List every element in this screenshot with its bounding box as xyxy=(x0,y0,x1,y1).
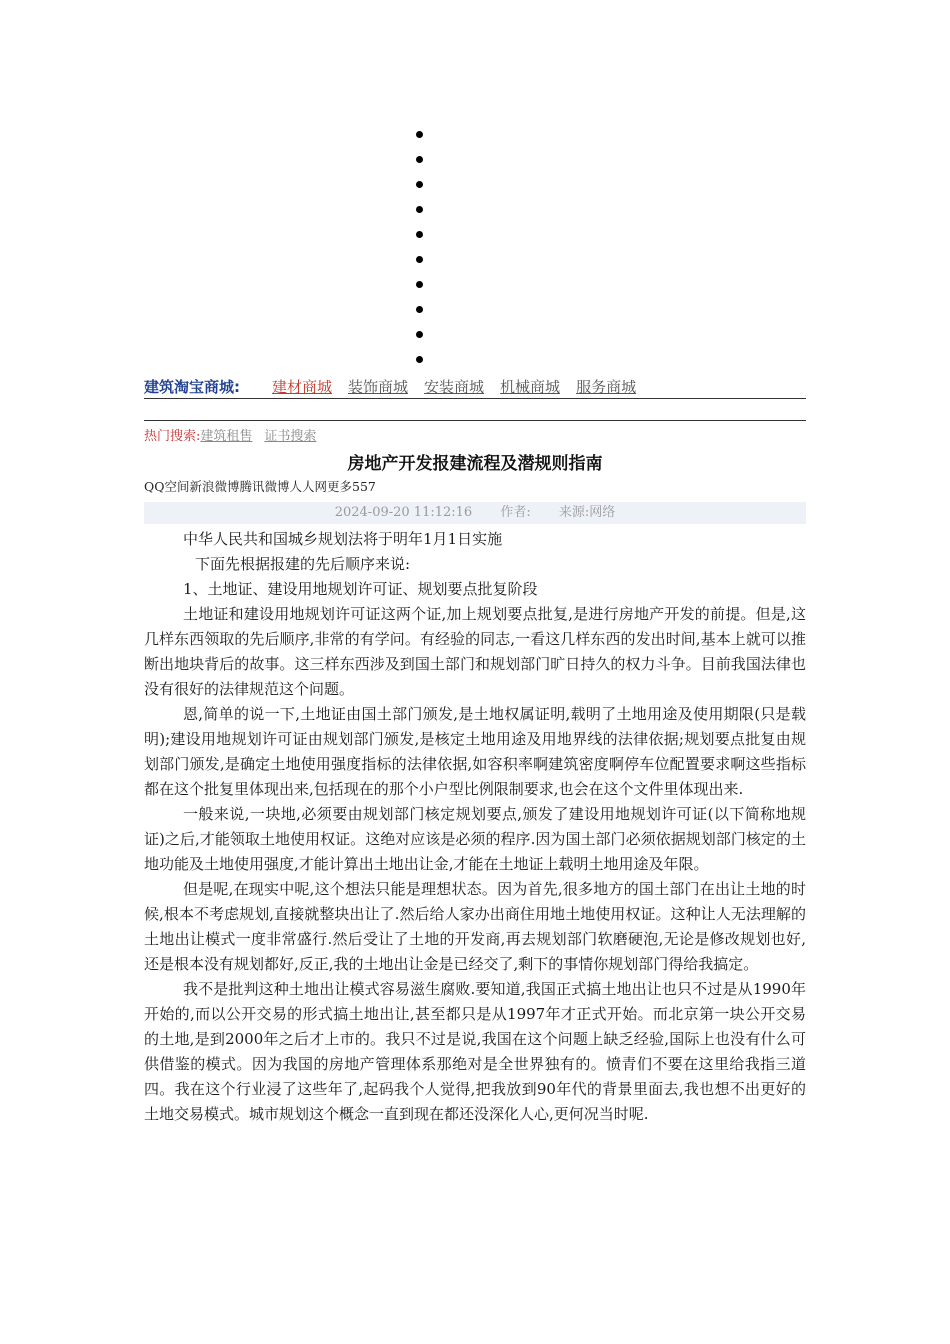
mall-link-decoration[interactable]: 装饰商城 xyxy=(348,377,409,396)
article-paragraph: 土地证和建设用地规划许可证这两个证,加上规划要点批复,是进行房地产开发的前提。但是,这几样东西领取的先后顺序,非常的有学问。有经验的同志,一看这几样东西的发出时间,基本上就可以推断出地块背后的故事。这三样东西涉及到国土部门和规划部门旷日持久的权力斗争。目前我国法律也没有很好的法律规范这个问题。 xyxy=(144,605,806,698)
article-paragraph: 恩,简单的说一下,土地证由国土部门颁发,是土地权属证明,载明了土地用途及使用期限(只是载明);建设用地规划许可证由规划部门颁发,是核定土地用途及用地界线的法律依据;规划要点批复由规划部门颁发,是确定土地使用强度指标的法律依据,如容积率啊建筑密度啊停车位配置要求啊这些指标都在这个批复里体现出来,包括现在的那个小户型比例限制要求,也会在这个文件里体现出来. xyxy=(144,705,806,798)
article-paragraph: 一般来说,一块地,必须要由规划部门核定规划要点,颁发了建设用地规划许可证(以下简称地规证)之后,才能领取土地使用权证。这绝对应该是必须的程序.因为国土部门必须依据规划部门核定的土地功能及土地使用强度,才能计算出土地出让金,才能在土地证上载明土地用途及年限。 xyxy=(144,805,806,873)
divider xyxy=(144,398,806,399)
hot-search-label: 热门搜索: xyxy=(144,429,201,444)
article-paragraph: 但是呢,在现实中呢,这个想法只能是理想状态。因为首先,很多地方的国土部门在出让土地的时候,根本不考虑规划,直接就整块出让了.然后给人家办出商住用地土地使用权证。这种让人无法理解的土地出让模式一度非常盛行.然后受让了土地的开发商,再去规划部门软磨硬泡,无论是修改规划也好,还是根本没有规划都好,反正,我的土地出让金是已经交了,剩下的事情你规划部门得给我搞定。 xyxy=(144,880,806,973)
mall-link-services[interactable]: 服务商城 xyxy=(576,377,637,396)
article-author: 作者: xyxy=(500,505,531,520)
mall-link-machinery[interactable]: 机械商城 xyxy=(500,377,561,396)
mall-link-building-materials[interactable]: 建材商城 xyxy=(272,377,333,396)
mall-nav xyxy=(144,374,806,398)
article-paragraph: 我不是批判这种土地出让模式容易滋生腐败.要知道,我国正式搞土地出让也只不过是从1990年开始的,而以公开交易的形式搞土地出让,甚至都只是从1997年才正式开始。而北京第一块公开交易的土地,是到2000年之后才上市的。我只不过是说,我国在这个问题上缺乏经验,国际上也没有什么可供借鉴的模式。因为我国的房地产管理体系那绝对是全世界独有的。愤青们不要在这里给我指三道四。我在这个行业浸了这些年了,起码我个人觉得,把我放到90年代的背景里面去,我也想不出更好的土地交易模式。城市规划这个概念一直到现在都还没深化人心,更何况当时呢. xyxy=(144,980,806,1123)
article-content xyxy=(144,527,806,1127)
mall-link-installation[interactable]: 安装商城 xyxy=(424,377,485,396)
article-paragraph: 1、土地证、建设用地规划许可证、规划要点批复阶段 xyxy=(183,580,538,598)
hot-search xyxy=(144,427,806,447)
hot-search-link-certificate[interactable]: 证书搜索 xyxy=(264,429,317,444)
article-paragraph: 中华人民共和国城乡规划法将于明年1月1日实施 xyxy=(183,530,503,548)
article-paragraph: 下面先根据报建的先后顺序来说: xyxy=(195,555,411,573)
divider xyxy=(144,420,806,421)
mall-nav-title: 建筑淘宝商城: xyxy=(144,377,240,396)
page-body xyxy=(144,374,806,1127)
article-date: 2024-09-20 11:12:16 xyxy=(334,505,473,520)
article-title: 房地产开发报建流程及潜规则指南 xyxy=(347,454,603,474)
article-meta xyxy=(144,502,806,524)
article-source: 来源:网络 xyxy=(558,505,616,520)
hot-search-link-rental[interactable]: 建筑租售 xyxy=(200,429,253,444)
share-bar[interactable]: QQ空间新浪微博腾讯微博人人网更多557 xyxy=(144,479,376,494)
